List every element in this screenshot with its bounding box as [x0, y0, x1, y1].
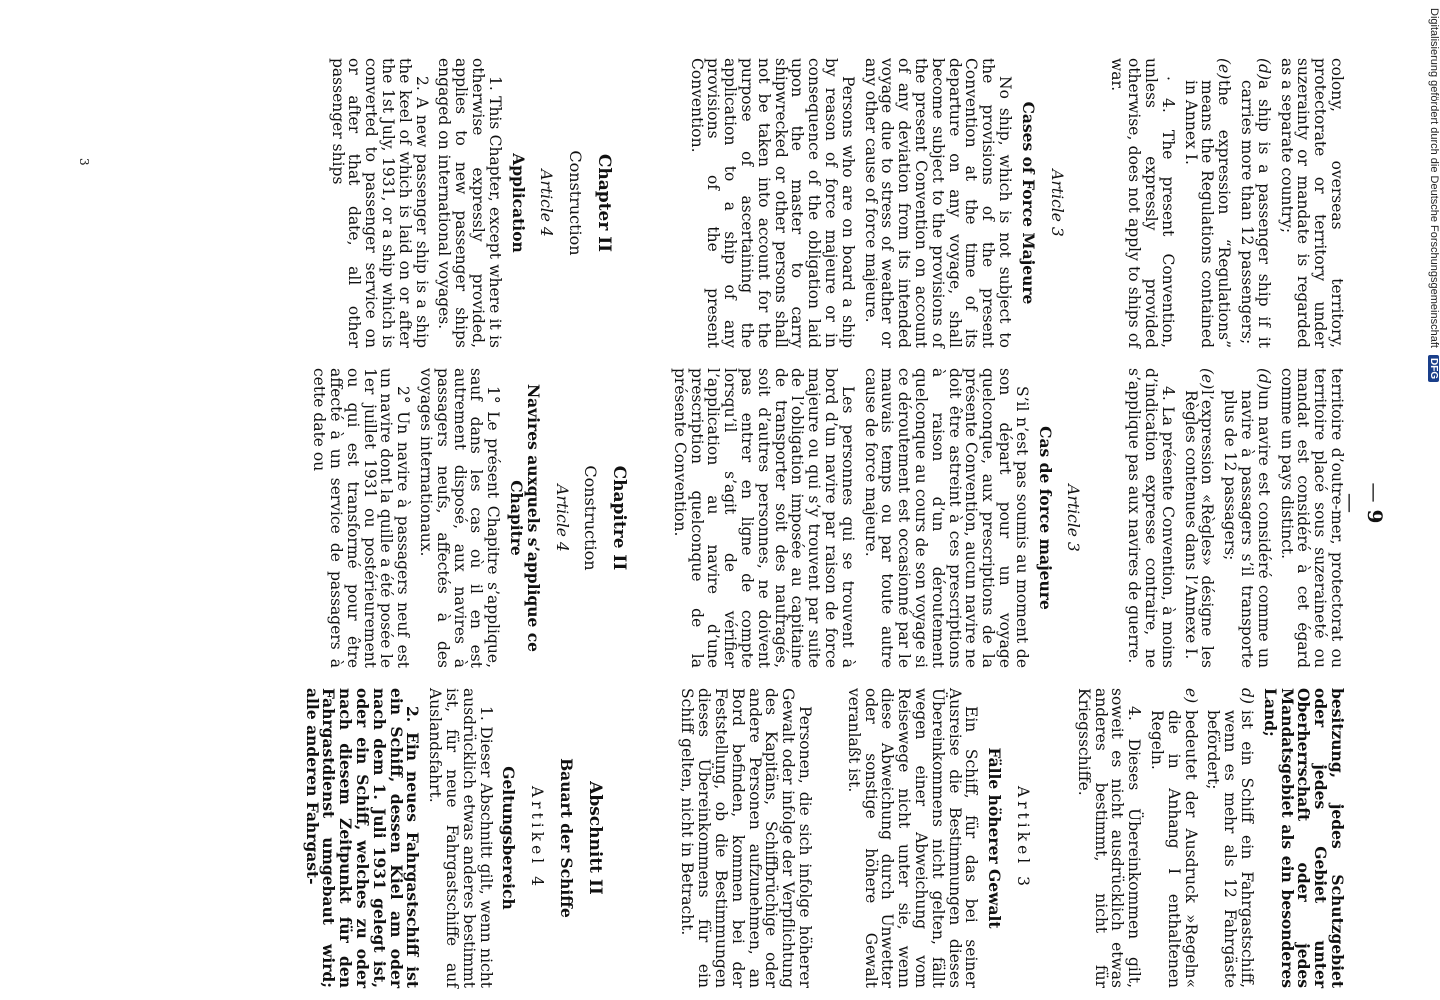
- fr-para-4: 4. La présente Convention, à moins d’indication expresse contraire, ne s’applique pas aux navires de guerre.: [1125, 368, 1177, 668]
- de-item-e: e) bedeutet der Ausdruck »Regeln« die in Anhang I enthaltenen Regeln.: [1148, 688, 1200, 988]
- de-article-3-para-2: Personen, die sich infolge höherer Gewalt oder infolge der Verpflichtung des Kapitäns, Schiffbrüchige oder andere Personen aufzunehmen, an Bord befinden, kommen bei der Feststellung, ob die Bestimmungen dieses Übereinkommens für ein Schiff gelten, nicht in Betracht.: [678, 688, 815, 988]
- en-article-3-para-2: Persons who are on board a ship by reason of force majeure or in consequence of the obligation laid upon the master to carry shipwrecked or other persons shall not be taken into account for the purpose of ascertaining the application to a ship of any provisions of the present Convention.: [687, 58, 857, 348]
- en-item-e: (e) the expression “Regulations” means the Regulations contained in Annex I.: [1181, 58, 1234, 348]
- fr-article-4-para-2: 2° Un navire à passagers neuf est un navire dont la quille a été posée le 1er juillet 1931 ou postérieurement ou qui est transformé pour être affecté à un service de passagers à cette date ou: [310, 368, 413, 668]
- en-chapter-subtitle: Construction: [566, 150, 586, 256]
- fr-article-3-heading: Article 3: [1064, 484, 1083, 552]
- fr-article-4-para-1: 1° Le présent Chapitre s’applique, sauf dans les cas où il en est autrement disposé, aux navires à passagers neufs, affectés à des voyages internationaux.: [416, 368, 503, 668]
- en-article-4-para-1: 1. This Chapter, except where it is otherwise expressly provided, applies to new passenger ships engaged on international voyages.: [435, 58, 504, 348]
- en-item-d: (d) a ship is a passenger ship if it carries more than 12 passengers;: [1238, 58, 1273, 348]
- de-article-3-heading: Artikel 3: [1014, 785, 1033, 891]
- digitization-notice: Digitalisierung gefördert durch die Deutsche Forschungsgemeinschaft DFG: [1426, 8, 1440, 988]
- de-article-4-para-1: 1. Dieser Abschnitt gilt, wenn nicht ausdrücklich etwas anderes bestimmt ist, für neue Fahrgastschiffe auf Auslandsfahrt.: [426, 688, 495, 988]
- en-article-3-para-1: No ship, which is not subject to the provisions of the present Convention at the time of its departure on any voyage, shall become subject to the provisions of the present Convention on account of any deviation from its intended voyage due to stress of weather or any other cause of force majeure.: [861, 58, 1015, 348]
- de-article-3-para-1: Ein Schiff, für das bei seiner Ausreise die Bestimmungen dieses Übereinkommens nicht gelten, fällt wegen einer Abweichung vom Reisewege nicht unter sie, wenn diese Abweichung durch Unwetter oder sonstige höhere Gewalt veranlaßt ist.: [844, 688, 981, 988]
- en-intro: colony, overseas territory, protectorate or territory under suzerainty or mandate is regarded as a separate country;: [1277, 58, 1346, 348]
- en-article-4-title: Application: [508, 153, 528, 253]
- fr-intro: territoire d’outre-mer, protectorat ou territoire placé sous suzeraineté ou mandat est considéré à cet égard comme un pays distinct.: [1277, 368, 1346, 668]
- en-para-4: · 4. The present Convention, unless expressly provided otherwise, does not apply to ships of war.: [1108, 58, 1177, 348]
- de-article-3-title: Fälle höherer Gewalt: [985, 747, 1005, 929]
- de-chapter-subtitle: Bauart der Schiffe: [556, 758, 576, 918]
- en-chapter-heading: Chapter II: [593, 153, 614, 253]
- dfg-logo: DFG: [1428, 355, 1439, 382]
- english-column: [323, 58, 1345, 348]
- de-article-4-para-2: 2. Ein neues Fahrgastschiff ist ein Schiff, dessen Kiel am oder nach dem 1. Juli 1931 gelegt ist, oder ein Schiff, welches zu oder nach diesem Zeitpunkt für den Fahrgastdienst umgebaut wird; alle anderen Fahrgast-: [302, 688, 423, 988]
- de-para-4: 4. Dieses Übereinkommen gilt, soweit es nicht ausdrücklich etwas anderes bestimmt, nicht für Kriegsschiffe.: [1074, 688, 1144, 988]
- fr-article-4-heading: Article 4: [552, 484, 571, 552]
- de-intro: besitzung, jedes Schutzgebiet oder jedes Gebiet unter Oberherrschaft oder jedes Mandatsgebiet als ein besonderes Land;: [1260, 688, 1347, 988]
- footer-page-number: 3: [77, 158, 91, 166]
- en-article-3-heading: Article 3: [1047, 169, 1066, 237]
- fr-article-3-para-2: Les personnes qui se trouvent à bord d’un navire par raison de force majeure ou qui s’y trouvent par suite de l’obligation imposée au capitaine de transporter soit des naufragés, soit d’autres personnes, ne doivent pas entrer en ligne de compte lorsqu’il s’agit de vérifier l’application au navire d’une prescription quelconque de la présente Convention.: [670, 368, 857, 668]
- de-item-d: d) ist ein Schiff ein Fahrgastschiff, wenn es mehr als 12 Fahrgäste befördert;: [1204, 688, 1257, 988]
- en-article-4-para-2: 2. A new passenger ship is a ship the keel of which is laid on or after the 1st July, 1931, or a ship which is converted to passenger service on or after that date, all other passenger ships: [328, 58, 431, 348]
- fr-item-d: (d) un navire est considéré comme un navire à passagers s’il transporte plus de 12 passagers;: [1221, 368, 1273, 668]
- german-column: [297, 688, 1345, 988]
- french-column: [304, 368, 1345, 668]
- fr-chapter-subtitle: Construction: [581, 465, 601, 571]
- document-page: [7, 18, 1397, 988]
- en-article-4-heading: Article 4: [537, 169, 556, 237]
- de-article-4-title: Geltungsbereich: [499, 766, 519, 910]
- fr-article-3-title: Cas de force majeure: [1035, 426, 1055, 610]
- page-number: — 9 —: [1339, 482, 1387, 524]
- fr-article-4-title: Navires auxquels s’applique ce Chapitre: [506, 383, 543, 653]
- en-article-3-title: Cases of Force Majeure: [1018, 101, 1038, 305]
- de-chapter-heading: Abschnitt II: [584, 781, 605, 895]
- de-article-4-heading: Artikel 4: [528, 785, 547, 891]
- fr-item-e: (e) l’expression «Règles» désigne les Règles contenues dans l’Annexe I.: [1181, 368, 1217, 668]
- fr-article-3-para-1: S’il n’est pas soumis au moment de son départ pour un voyage quelconque, aux prescriptions de la présente Convention, aucun navire ne doit être astreint à ces prescriptions à raison d’un déroutement quelconque au cours de son voyage si ce déroutement est occasionné par le mauvais temps ou par toute autre cause de force majeure.: [861, 368, 1031, 668]
- fr-chapter-heading: Chapitre II: [609, 465, 630, 571]
